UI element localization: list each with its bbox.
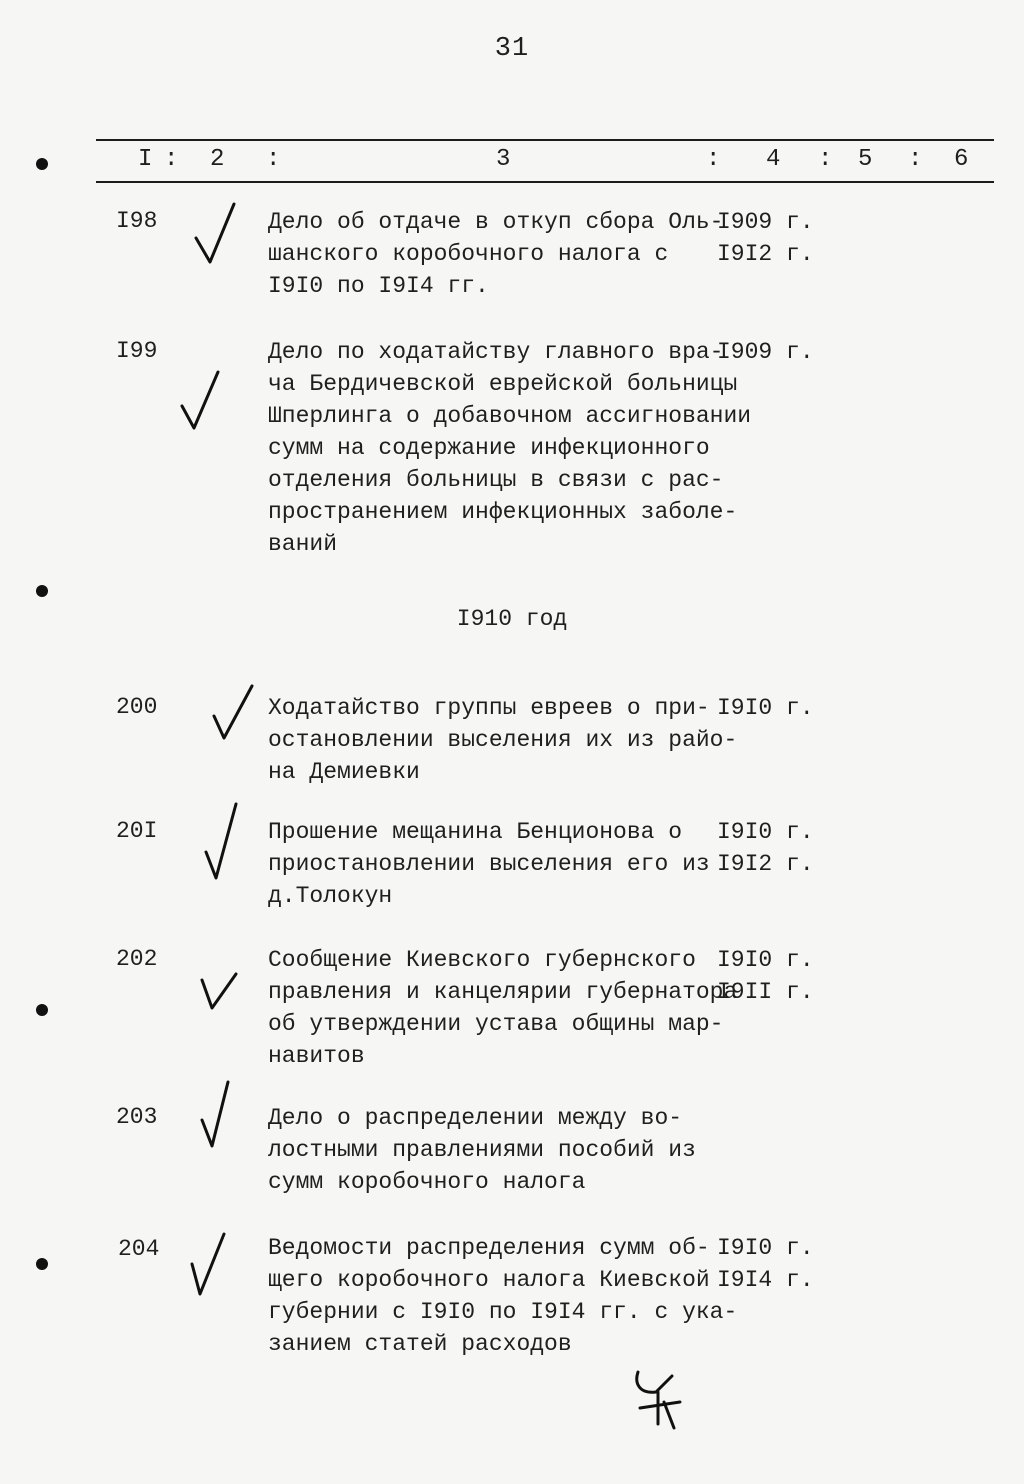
binding-hole-dot <box>36 1004 48 1016</box>
case-years: I909 г. I9I2 г. <box>717 209 814 267</box>
checkmark-icon <box>208 680 258 746</box>
case-description: Дело об отдаче в откуп сбора Оль- шанского коробочного налога с I9I0 по I9I4 гг. <box>268 209 724 299</box>
case-description: Дело о распределении между во- лостными правлениями пособий из сумм коробочного налога <box>268 1105 696 1195</box>
case-number: 202 <box>116 946 158 972</box>
checkmark-icon <box>176 366 226 436</box>
case-description: Ведомости распределения сумм об- щего коробочного налога Киевской губернии с I9I0 по I9I4 гг. с ука- занием статей расходов <box>268 1235 738 1357</box>
case-years: I9I0 г. <box>717 695 814 721</box>
case-description: Сообщение Киевского губернского правления и канцелярии губернатора об утверждении устава общины мар- навитов <box>268 947 738 1069</box>
header-top-rule <box>96 139 994 141</box>
checkmark-icon <box>196 968 242 1018</box>
column-separator: : <box>266 146 281 173</box>
case-years: I909 г. <box>717 339 814 365</box>
column-header-1: I <box>138 146 153 173</box>
column-separator: : <box>908 146 923 173</box>
case-number: 203 <box>116 1104 158 1130</box>
binding-hole-dot <box>36 1258 48 1270</box>
case-description: Прошение мещанина Бенционова о приостановлении выселения его из д.Толокун <box>268 819 710 909</box>
column-header-5: 5 <box>858 146 873 173</box>
column-header-6: 6 <box>954 146 969 173</box>
binding-hole-dot <box>36 585 48 597</box>
case-number: 204 <box>118 1236 160 1262</box>
case-years: I9I0 г. I9I4 г. <box>717 1235 814 1293</box>
checkmark-icon <box>196 1078 238 1152</box>
column-separator: : <box>706 146 721 173</box>
page-number: 31 <box>494 34 530 64</box>
case-number: I98 <box>116 208 158 234</box>
checkmark-icon <box>190 198 240 268</box>
case-years: I9I0 г. I9I2 г. <box>717 819 814 877</box>
case-description: Ходатайство группы евреев о при- остановлении выселения их из райо- на Демиевки <box>268 695 738 785</box>
case-years: I9I0 г. I9II г. <box>717 947 814 1005</box>
checkmark-icon <box>186 1230 232 1300</box>
binding-hole-dot <box>36 158 48 170</box>
column-separator: : <box>818 146 833 173</box>
handwritten-mark-icon <box>628 1368 688 1432</box>
column-header-4: 4 <box>766 146 781 173</box>
column-header-3: 3 <box>496 146 511 173</box>
case-description: Дело по ходатайству главного вра- ча Бердичевской еврейской больницы Шперлинга о добавочном ассигновании сумм на содержание инфекционного отделения больницы в связи с рас- пространением инфекционных заболе- ваний <box>268 339 752 557</box>
checkmark-icon <box>200 800 244 884</box>
case-number: 20I <box>116 818 158 844</box>
header-bottom-rule <box>96 181 994 183</box>
case-number: 200 <box>116 694 158 720</box>
column-separator: : <box>164 146 179 173</box>
section-title: I910 год <box>456 606 568 632</box>
column-header-2: 2 <box>210 146 225 173</box>
case-number: I99 <box>116 338 158 364</box>
